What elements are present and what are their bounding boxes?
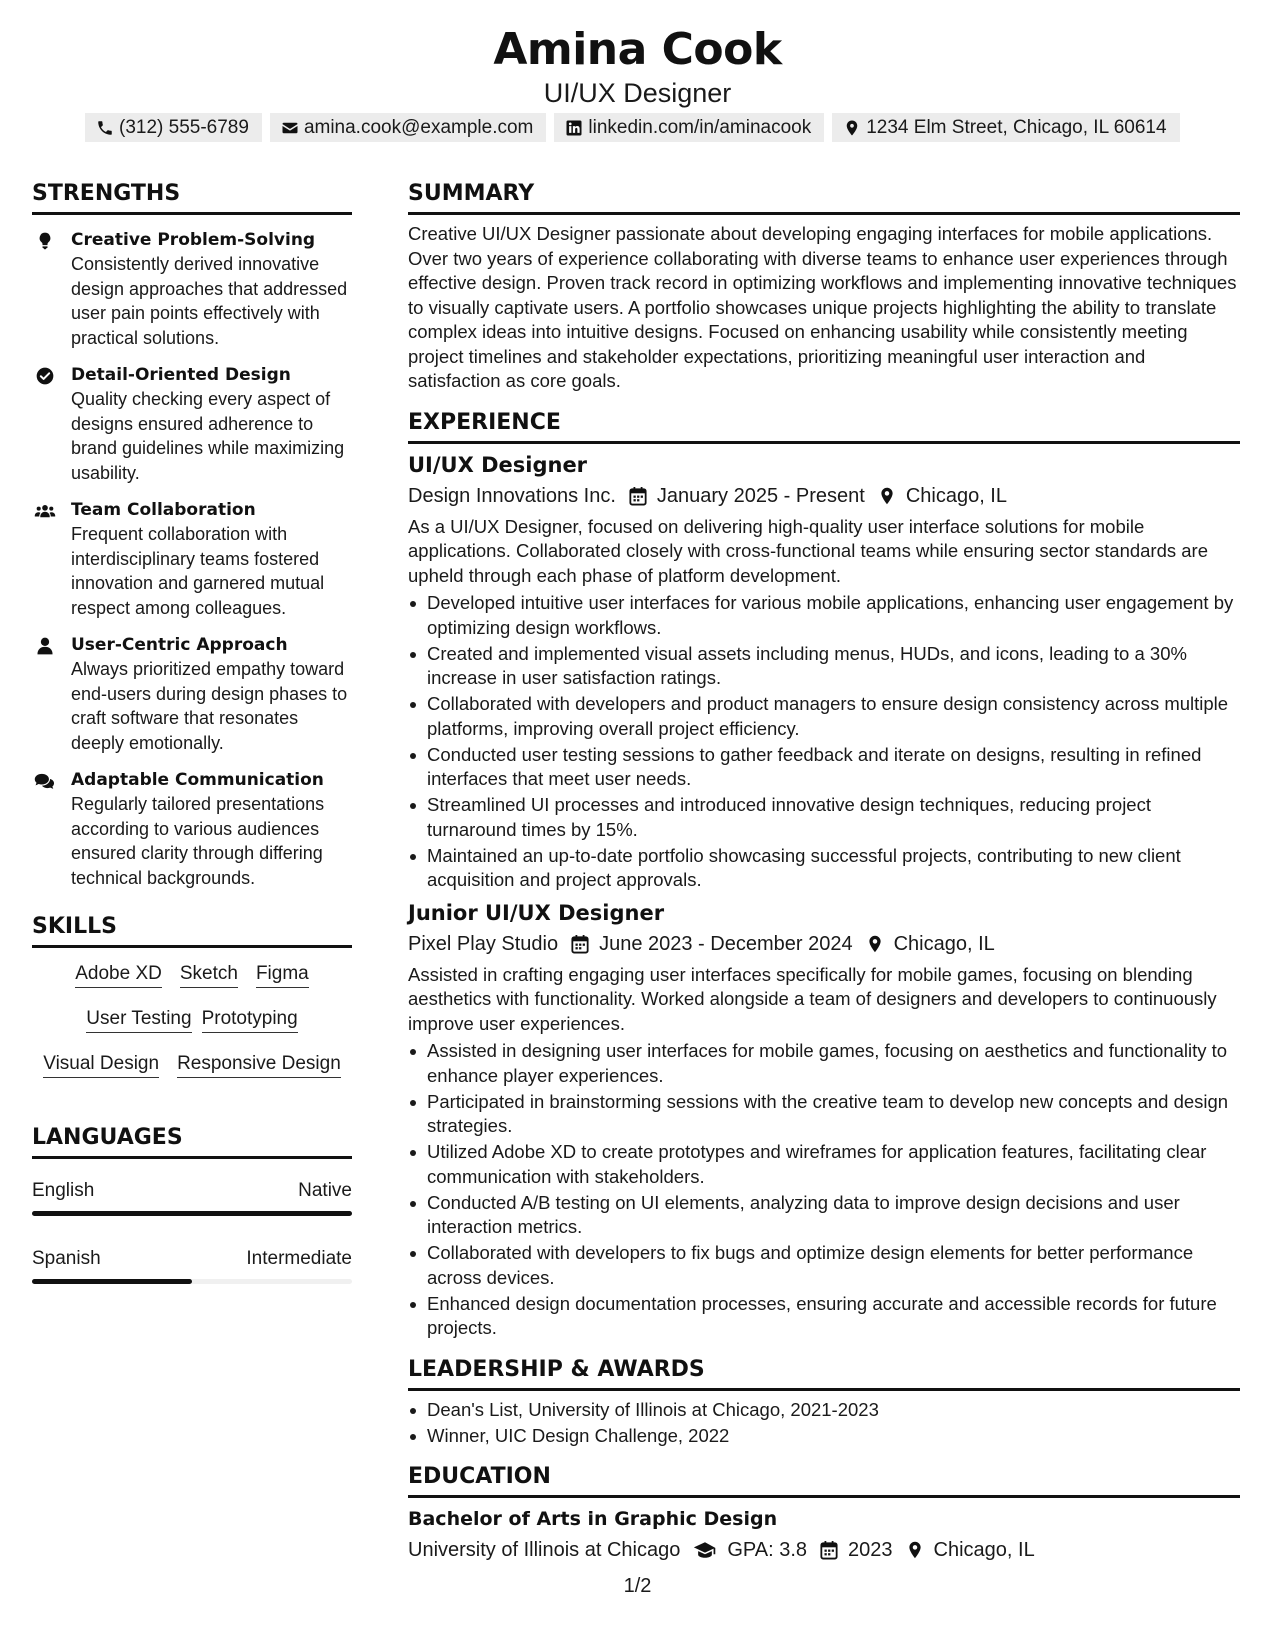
contact-address	[832, 113, 1179, 142]
strength-title: Creative Problem-Solving	[71, 230, 316, 250]
strength-title: Team Collaboration	[71, 500, 256, 520]
language-proficiency-bar	[32, 1211, 352, 1216]
education-meta	[408, 1536, 1240, 1564]
map-pin-icon	[906, 1540, 924, 1560]
language-level: Intermediate	[246, 1248, 352, 1269]
page-number: 1/2	[623, 1575, 652, 1597]
language-name: Spanish	[32, 1248, 101, 1269]
job-title: UI/UX Designer	[408, 452, 588, 477]
resume-header	[0, 24, 1275, 110]
lightbulb-icon	[34, 231, 56, 251]
skill-tag: User Testing	[86, 1007, 191, 1033]
skill-tag: Prototyping	[202, 1007, 298, 1033]
list-item: Participated in brainstorming sessions with the creative team to develop new concepts and design strategies.	[408, 1090, 1240, 1139]
calendar-icon	[571, 934, 589, 954]
strength-item	[32, 228, 352, 350]
job-meta	[408, 482, 1240, 510]
calendar-icon	[820, 1540, 838, 1560]
job-dates: June 2023 - December 2024	[599, 932, 853, 955]
job-description: Assisted in crafting engaging user interfaces specifically for mobile games, focusing on blending aesthetics with functionality. Worked alongside a team of designers and developers to continuously improve user experiences.	[408, 963, 1217, 1034]
job-company: Pixel Play Studio	[408, 932, 559, 955]
language-level: Native	[298, 1180, 352, 1201]
list-item: Created and implemented visual assets including menus, HUDs, and icons, leading to a 30% increase in user satisfaction ratings.	[408, 642, 1240, 691]
languages-heading: LANGUAGES	[32, 1124, 352, 1159]
strength-desc: Regularly tailored presentations according to various audiences ensured clarity through differing technical backgrounds.	[71, 794, 325, 888]
contact-phone[interactable]	[85, 113, 262, 142]
language-name: English	[32, 1180, 95, 1201]
calendar-icon	[629, 486, 647, 506]
job-bullets	[408, 591, 1240, 893]
strength-item	[32, 498, 352, 620]
skill-tag: Figma	[256, 962, 309, 988]
summary-text: Creative UI/UX Designer passionate about developing engaging interfaces for mobile applications. Over two years of experience collaborating with diverse teams to enhance user experiences through effective design. Proven track record in optimizing workflows and implementing innovative techniques to visually captivate users. A portfolio showcases unique projects highlighting the ability to translate complex ideas into intuitive designs. Focused on enhancing usability while consistently meeting project timelines and stakeholder expectations, prioritizing meaningful user interaction and satisfaction as core goals.	[408, 223, 1237, 391]
strength-item	[32, 363, 352, 485]
users-icon	[34, 501, 56, 521]
skill-tag: Visual Design	[43, 1052, 159, 1078]
list-item: Conducted A/B testing on UI elements, analyzing data to improve design decisions and user interaction metrics.	[408, 1191, 1240, 1240]
strength-desc: Always prioritized empathy toward end-users during design phases to craft software that resonates deeply emotionally.	[71, 659, 348, 753]
awards-heading: LEADERSHIP & AWARDS	[408, 1356, 1240, 1391]
strength-title: User-Centric Approach	[71, 635, 288, 655]
strength-item	[32, 633, 352, 755]
awards-list	[408, 1398, 1240, 1449]
contact-email-text: amina.cook@example.com	[303, 116, 534, 138]
contact-linkedin-text: linkedin.com/in/aminacook	[588, 116, 812, 138]
skill-tag: Adobe XD	[75, 962, 162, 988]
map-pin-icon	[866, 934, 884, 954]
strength-desc: Consistently derived innovative design approaches that addressed user pain points effectively with practical solutions.	[71, 254, 348, 348]
language-proficiency-bar	[32, 1279, 352, 1284]
contact-phone-text: (312) 555-6789	[119, 116, 249, 138]
skills-heading: SKILLS	[32, 913, 352, 948]
list-item: Streamlined UI processes and introduced innovative design techniques, reducing project turnaround times by 15%.	[408, 793, 1240, 842]
graduation-cap-icon	[693, 1540, 717, 1560]
job-bullets	[408, 1039, 1240, 1341]
list-item: Developed intuitive user interfaces for various mobile applications, enhancing user engagement by optimizing design workflows.	[408, 591, 1240, 640]
job-meta	[408, 930, 1240, 958]
contact-linkedin[interactable]	[554, 113, 824, 142]
map-pin-icon	[843, 119, 861, 137]
linkedin-icon	[565, 119, 583, 137]
job-title: Junior UI/UX Designer	[408, 900, 665, 925]
education-heading: EDUCATION	[408, 1463, 1240, 1498]
list-item: Conducted user testing sessions to gather feedback and iterate on designs, resulting in refined interfaces that meet user needs.	[408, 743, 1240, 792]
skills-list	[32, 962, 352, 1078]
left-column	[32, 180, 352, 1284]
list-item: Collaborated with developers to fix bugs and optimize design elements for better performance across devices.	[408, 1241, 1240, 1290]
job-entry	[408, 451, 1240, 893]
job-location: Chicago, IL	[905, 484, 1007, 507]
language-item	[32, 1247, 352, 1284]
contact-email[interactable]	[270, 113, 546, 142]
check-circle-icon	[34, 366, 56, 386]
job-company: Design Innovations Inc.	[408, 484, 616, 507]
strengths-heading: STRENGTHS	[32, 180, 352, 215]
phone-icon	[96, 119, 114, 137]
contact-address-text: 1234 Elm Street, Chicago, IL 60614	[866, 116, 1167, 138]
list-item: Enhanced design documentation processes, ensuring accurate and accessible records for future projects.	[408, 1292, 1240, 1341]
skill-tag: Responsive Design	[177, 1052, 341, 1078]
user-icon	[34, 636, 56, 656]
envelope-icon	[281, 119, 299, 137]
list-item: Winner, UIC Design Challenge, 2022	[408, 1424, 1240, 1449]
list-item: Assisted in designing user interfaces for mobile games, focusing on aesthetics and functionality to enhance player experiences.	[408, 1039, 1240, 1088]
experience-heading: EXPERIENCE	[408, 409, 1240, 444]
strength-item	[32, 768, 352, 890]
list-item: Collaborated with developers and product managers to ensure design consistency across multiple platforms, improving overall project efficiency.	[408, 692, 1240, 741]
list-item: Utilized Adobe XD to create prototypes and wireframes for application features, facilitating clear communication with stakeholders.	[408, 1140, 1240, 1189]
list-item: Dean's List, University of Illinois at Chicago, 2021-2023	[408, 1398, 1240, 1423]
right-column	[408, 180, 1240, 1569]
job-dates: January 2025 - Present	[656, 484, 865, 507]
strength-title: Detail-Oriented Design	[71, 365, 291, 385]
degree-title: Bachelor of Arts in Graphic Design	[408, 1508, 778, 1530]
job-description: As a UI/UX Designer, focused on delivering high-quality user interface solutions for mobile applications. Collaborated closely with cross-functional teams while ensuring sector standards are upheld through each phase of platform development.	[408, 515, 1209, 586]
summary-heading: SUMMARY	[408, 180, 1240, 215]
school-name: University of Illinois at Chicago	[408, 1539, 681, 1561]
job-entry	[408, 899, 1240, 1341]
language-proficiency-fill	[32, 1211, 352, 1216]
contact-bar	[85, 113, 1195, 142]
school-location: Chicago, IL	[933, 1539, 1035, 1561]
language-item	[32, 1179, 352, 1216]
strength-title: Adaptable Communication	[71, 770, 324, 790]
candidate-role: UI/UX Designer	[543, 78, 732, 108]
list-item: Maintained an up-to-date portfolio showcasing successful projects, contributing to new client acquisition and project approvals.	[408, 844, 1240, 893]
strength-desc: Quality checking every aspect of designs ensured adherence to brand guidelines while maximizing usability.	[71, 389, 345, 483]
graduation-year: 2023	[848, 1539, 893, 1561]
map-pin-icon	[878, 486, 896, 506]
job-location: Chicago, IL	[893, 932, 995, 955]
language-proficiency-fill	[32, 1279, 192, 1284]
skill-tag: Sketch	[180, 962, 238, 988]
comments-icon	[34, 771, 56, 791]
strength-desc: Frequent collaboration with interdisciplinary teams fostered innovation and garnered mutual respect among colleagues.	[71, 524, 325, 618]
gpa: GPA: 3.8	[727, 1539, 808, 1561]
candidate-name: Amina Cook	[493, 24, 782, 75]
